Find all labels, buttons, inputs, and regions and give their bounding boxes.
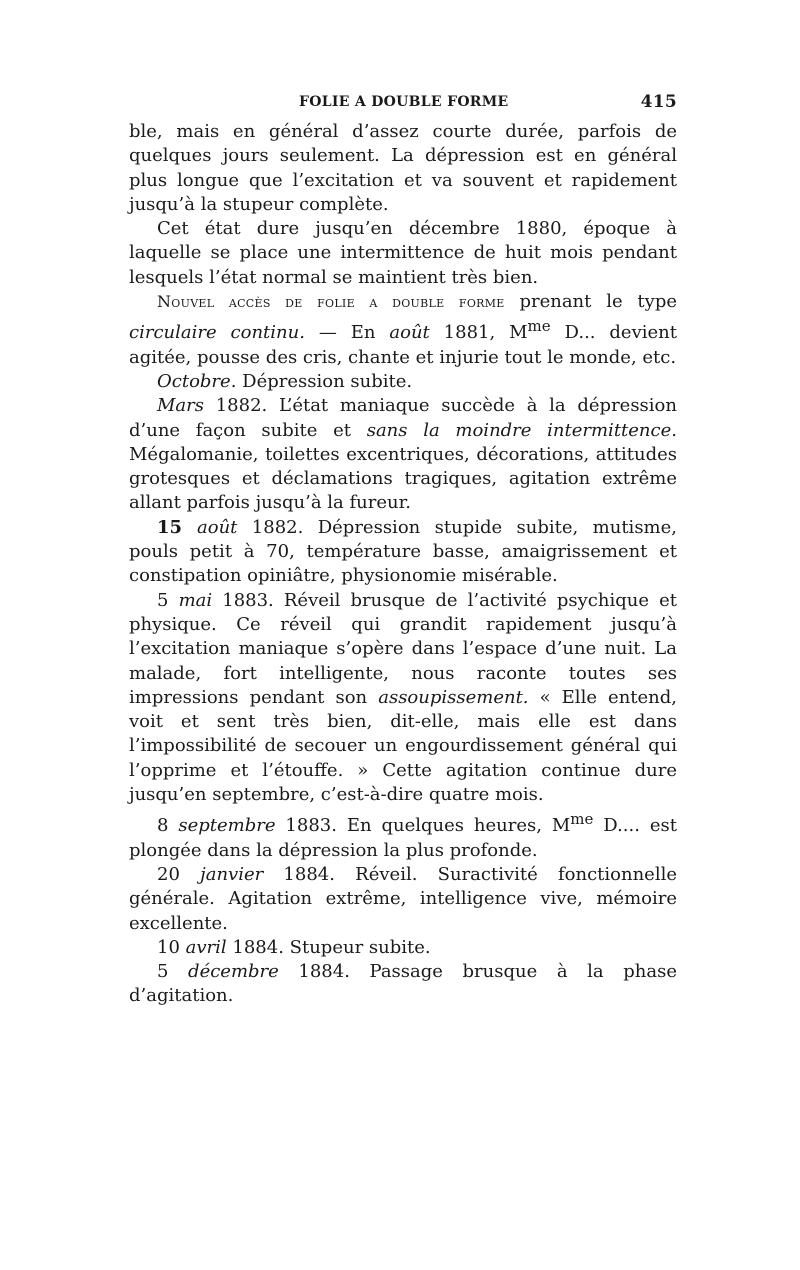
book-page bbox=[129, 90, 677, 1009]
paragraph-11 bbox=[129, 960, 677, 1009]
italic-run: avril bbox=[185, 936, 227, 958]
text-run: 20 bbox=[157, 863, 201, 885]
text-run: Mégalomanie, toilettes excentriques, décorations, attitudes grotesques et déclamations tragiques, agitation extrême allant parfois jusqu’à la fureur. bbox=[129, 443, 677, 514]
italic-run: Mars bbox=[157, 395, 205, 417]
body-text bbox=[129, 120, 677, 1009]
running-title: FOLIE A DOUBLE FORME bbox=[299, 94, 509, 110]
text-run: 8 bbox=[157, 815, 179, 837]
superscript: me bbox=[527, 317, 551, 336]
text-run: 15 bbox=[157, 516, 197, 538]
text-run: 1884. Réveil. Suractivité fonctionnelle générale. Agitation extrême, intelligence vive, mémoire excellente. bbox=[129, 863, 677, 934]
italic-run: septembre bbox=[178, 815, 276, 837]
italic-run: août bbox=[197, 516, 238, 538]
italic-run: circulaire continu. bbox=[129, 322, 305, 344]
italic-run: août bbox=[389, 322, 430, 344]
paragraph-10 bbox=[129, 936, 677, 960]
text-run: 1882. Dépression stupide subite, mutisme, pouls petit à 70, température basse, amaigrissement et constipation opiniâtre, physionomie misérable. bbox=[129, 516, 677, 587]
italic-run: mai bbox=[178, 589, 213, 611]
section-heading: Nouvel accès de folie a double forme bbox=[157, 292, 505, 312]
paragraph-1: ble, mais en général d’assez courte durée, parfois de quelques jours seulement. La dépression est en général plus longue que l’excitation et va souvent et rapidement jusqu’à la stupeur complète. bbox=[129, 121, 677, 215]
italic-run: sans la moindre intermittence. bbox=[366, 419, 677, 441]
italic-run: janvier bbox=[200, 863, 264, 885]
paragraph-2: Cet état dure jusqu’en décembre 1880, époque à laquelle se place une intermittence de huit mois pendant lesquels l’état normal se maintient très bien. bbox=[129, 218, 677, 288]
text-run: 1884. Stupeur subite. bbox=[226, 936, 431, 958]
page-header bbox=[129, 90, 677, 120]
paragraph-5 bbox=[129, 394, 677, 515]
text-run: D.... est plongée dans la dépression la plus profonde. bbox=[129, 815, 677, 861]
text-run: 1883. En quelques heures, M bbox=[275, 815, 571, 837]
text-run: 5 bbox=[157, 961, 189, 983]
text-run: Dépression subite. bbox=[236, 370, 413, 392]
paragraph-7 bbox=[129, 589, 677, 808]
page-number: 415 bbox=[640, 92, 677, 112]
paragraph-4 bbox=[129, 370, 677, 394]
text-run: prenant le type bbox=[504, 291, 677, 313]
text-run: 5 bbox=[157, 589, 179, 611]
text-run: D... devient agitée, pousse des cris, chante et injurie tout le monde, etc. bbox=[129, 322, 677, 368]
italic-run: assoupissement. bbox=[378, 686, 529, 708]
italic-run: Octobre. bbox=[157, 370, 237, 392]
superscript: me bbox=[570, 810, 594, 829]
text-run: 1881, M bbox=[429, 322, 528, 344]
paragraph-6 bbox=[129, 516, 677, 589]
italic-run: décembre bbox=[188, 961, 279, 983]
text-run: 1883. Réveil brusque de l’activité psychique et physique. Ce réveil qui grandit rapidement jusqu’à l’excitation maniaque s’opère dans l’espace d’une nuit. La malade, fort intelligente, nous raconte toutes ses impressions pendant son bbox=[129, 589, 677, 708]
text-run: « Elle entend, voit et sent très bien, dit-elle, mais elle est dans l’impossibilité de secouer un engourdissement général qui l’opprime et l’étouffe. » Cette agitation continue dure jusqu’en septembre, c’est-à-dire quatre mois. bbox=[129, 686, 678, 806]
text-run: — En bbox=[304, 322, 390, 344]
paragraph-3 bbox=[129, 290, 677, 370]
text-run: 10 bbox=[157, 936, 186, 958]
text-run: 1882. L’état maniaque succède à la dépression d’une façon subite et bbox=[129, 395, 677, 441]
paragraph-8 bbox=[129, 807, 677, 863]
paragraph-9 bbox=[129, 863, 677, 936]
text-run: 1884. Passage brusque à la phase d’agitation. bbox=[129, 961, 677, 1007]
